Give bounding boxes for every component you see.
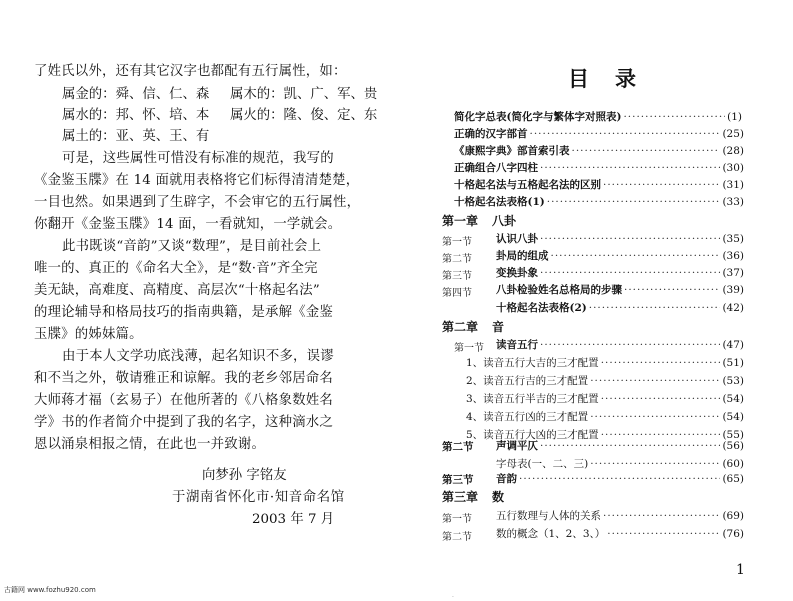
toc-entry-label: 2、读音五行吉的三才配置 — [466, 375, 589, 387]
toc-entry-label: 字母表(一、二、三) — [496, 458, 589, 470]
paragraph-line: 学》书的作者简介中提到了我的名字，这种滴水之 — [34, 415, 333, 430]
toc-entry-page: (42) — [722, 302, 744, 314]
watermark: 古籍网 www.fozhu920.com — [4, 586, 96, 594]
chapter-name: 数 — [492, 490, 505, 504]
toc-entry[interactable] — [454, 127, 744, 141]
toc-entry[interactable] — [454, 161, 744, 175]
toc-entry[interactable] — [454, 144, 744, 158]
signature-place: 于湖南省怀化市·知音命名馆 — [172, 490, 345, 505]
toc-entry[interactable] — [496, 266, 744, 280]
toc-entry-label: 变换卦象 — [496, 267, 538, 279]
paragraph-line: 《金鉴玉牒》在 14 面就用表格将它们标得清清楚楚， — [34, 173, 360, 188]
dot-leader — [623, 110, 725, 124]
toc-entry-page: (30) — [722, 162, 744, 174]
toc-entry-page: (1) — [727, 111, 742, 123]
paragraph-line: 美无缺，高难度、高精度、高层次“十格起名法” — [34, 283, 320, 298]
chapter-heading[interactable] — [442, 318, 504, 335]
chapter-heading[interactable] — [442, 488, 504, 505]
dot-leader — [603, 178, 720, 192]
toc-entry-page: (69) — [722, 510, 744, 522]
toc-entry-page: (51) — [722, 357, 744, 369]
toc-entry-label: 卦局的组成 — [496, 250, 549, 262]
dot-leader — [603, 509, 720, 523]
attribute-metal: 属金的：舜、信、仁、森 — [62, 87, 210, 102]
toc-entry-page: (53) — [722, 375, 744, 387]
toc-entry-label: 读音五行 — [496, 339, 538, 351]
toc-entry-label: 《康熙字典》部首索引表 — [454, 145, 570, 157]
toc-entry-page: (36) — [722, 250, 744, 262]
dot-leader — [540, 266, 720, 280]
dot-leader — [551, 249, 721, 263]
paragraph-line: 玉牒》的姊妹篇。 — [34, 327, 143, 342]
toc-entry[interactable] — [496, 283, 744, 297]
right-page — [396, 0, 793, 601]
chapter-heading[interactable] — [442, 212, 516, 229]
toc-entry[interactable] — [496, 472, 744, 486]
paragraph-line: 大师蒋才福（玄易子）在他所著的《八格象数姓名 — [34, 393, 333, 408]
toc-entry[interactable] — [496, 527, 744, 541]
chapter-number: 第二章 — [442, 320, 479, 334]
signature-date: 2003 年 7 月 — [252, 512, 335, 527]
attribute-earth: 属土的：亚、英、王、有 — [62, 129, 210, 144]
toc-entry-label: 数的概念（1、2、3、） — [496, 528, 606, 540]
section-label: 第一节 — [442, 514, 472, 525]
toc-entry-page: (33) — [722, 196, 744, 208]
section-label: 第四节 — [442, 288, 472, 299]
toc-entry[interactable] — [454, 195, 744, 209]
toc-entry-page: (47) — [722, 339, 744, 351]
toc-entry-label: 正确的汉字部首 — [454, 128, 528, 140]
toc-entry-page: (55) — [722, 429, 744, 441]
toc-entry[interactable] — [496, 509, 744, 523]
paragraph-line: 此书既谈“音韵”又谈“数理”，是目前社会上 — [62, 239, 322, 254]
section-label: 第一节 — [442, 237, 472, 248]
section-label: 第二节 — [442, 254, 472, 265]
toc-entry-label: 认识八卦 — [496, 233, 538, 245]
toc-entry-label: 音韵 — [496, 473, 517, 485]
chapter-name: 八卦 — [492, 214, 517, 228]
attribute-fire: 属火的：隆、俊、定、东 — [230, 108, 378, 123]
toc-entry[interactable] — [454, 110, 742, 124]
dot-leader — [540, 232, 720, 246]
toc-title: 目录 — [568, 66, 662, 91]
intro-line: 了姓氏以外，还有其它汉字也都配有五行属性，如： — [34, 64, 347, 79]
toc-entry[interactable] — [466, 356, 744, 370]
toc-entry-label: 十格起名法与五格起名法的区别 — [454, 179, 601, 191]
paragraph-line: 可是，这些属性可惜没有标准的规范，我写的 — [62, 151, 334, 166]
toc-entry-page: (25) — [722, 128, 744, 140]
toc-entry[interactable] — [496, 439, 744, 453]
toc-entry-page: (54) — [722, 393, 744, 405]
dot-leader — [572, 144, 721, 158]
toc-entry-page: (35) — [722, 233, 744, 245]
page-number: 1 — [736, 562, 745, 578]
toc-entry-page: (31) — [722, 179, 744, 191]
toc-entry-label: 4、读音五行凶的三才配置 — [466, 411, 589, 423]
toc-entry[interactable] — [466, 392, 744, 406]
toc-entry[interactable] — [496, 457, 744, 471]
dot-leader — [540, 161, 720, 175]
section-label: 第二节 — [442, 532, 472, 543]
dot-leader — [519, 472, 720, 486]
chapter-number: 第一章 — [442, 214, 479, 228]
toc-entry[interactable] — [466, 410, 744, 424]
paragraph-line: 一目也然。如果遇到了生辟字，不会审它的五行属性， — [34, 195, 361, 210]
toc-entry-page: (60) — [722, 458, 744, 470]
toc-entry-label: 八卦检验姓名总格局的步骤 — [496, 284, 622, 296]
scan-mark: · — [452, 594, 454, 601]
dot-leader — [590, 457, 720, 471]
toc-entry-label: 简化字总表(简化字与繁体字对照表) — [454, 111, 622, 123]
toc-entry-page: (65) — [722, 473, 744, 485]
dot-leader — [540, 338, 720, 352]
dot-leader — [590, 374, 720, 388]
toc-entry-label: 5、读音五行大凶的三才配置 — [466, 429, 599, 441]
section-label: 第三节 — [442, 271, 472, 282]
attribute-row — [62, 106, 378, 126]
dot-leader — [601, 356, 721, 370]
attribute-water: 属水的：邦、怀、培、本 — [62, 108, 210, 123]
dot-leader — [590, 410, 720, 424]
dot-leader — [540, 439, 720, 453]
dot-leader — [547, 195, 721, 209]
toc-entry-label: 3、读音五行半吉的三才配置 — [466, 393, 599, 405]
toc-entry[interactable] — [496, 338, 744, 352]
dot-leader — [589, 301, 721, 315]
toc-entry-page: (39) — [722, 284, 744, 296]
toc-entry-label: 1、读音五行大吉的三才配置 — [466, 357, 599, 369]
toc-entry-page: (37) — [722, 267, 744, 279]
dot-leader — [607, 527, 720, 541]
attribute-row — [62, 127, 209, 147]
section-label: 第二节 — [442, 441, 474, 453]
paragraph-line: 由于本人文学功底浅薄，起名知识不多，误谬 — [62, 349, 334, 364]
toc-entry-label: 正确组合八字四柱 — [454, 162, 538, 174]
toc-entry-label: 十格起名法表格(1) — [454, 196, 545, 208]
toc-entry-label: 五行数理与人体的关系 — [496, 510, 601, 522]
dot-leader — [601, 392, 721, 406]
section-label: 第一节 — [454, 343, 484, 354]
toc-entry[interactable] — [496, 249, 744, 263]
toc-entry[interactable] — [496, 232, 744, 246]
toc-entry[interactable] — [454, 178, 744, 192]
paragraph-line: 你翻开《金鉴玉牒》14 面，一看就知，一学就会。 — [34, 217, 342, 232]
chapter-name: 音 — [492, 320, 505, 334]
chapter-number: 第三章 — [442, 490, 479, 504]
paragraph-line: 和不当之外，敬请雅正和谅解。我的老乡邻居命名 — [34, 371, 333, 386]
toc-entry[interactable] — [496, 301, 744, 315]
dot-leader — [624, 283, 720, 297]
toc-entry-page: (54) — [722, 411, 744, 423]
left-page — [0, 0, 396, 601]
signature-name: 向梦孙 字铭友 — [202, 468, 287, 483]
attribute-wood: 属木的：凯、广、军、贵 — [230, 87, 378, 102]
dot-leader — [530, 127, 721, 141]
toc-entry[interactable] — [466, 374, 744, 388]
toc-entry-page: (76) — [722, 528, 744, 540]
attribute-row — [62, 85, 378, 105]
paragraph-line: 唯一的、真正的《命名大全》，是“数·音”齐全完 — [34, 261, 318, 276]
toc-entry-label: 声调平仄 — [496, 440, 538, 452]
toc-entry-label: 十格起名法表格(2) — [496, 302, 587, 314]
paragraph-line: 恩以涌泉相报之情，在此也一并致谢。 — [34, 437, 266, 452]
paragraph-line: 的理论辅导和格局技巧的指南典籍，是承解《金鉴 — [34, 305, 333, 320]
toc-entry-page: (56) — [722, 440, 744, 452]
toc-entry-page: (28) — [722, 145, 744, 157]
section-label: 第三节 — [442, 474, 474, 486]
